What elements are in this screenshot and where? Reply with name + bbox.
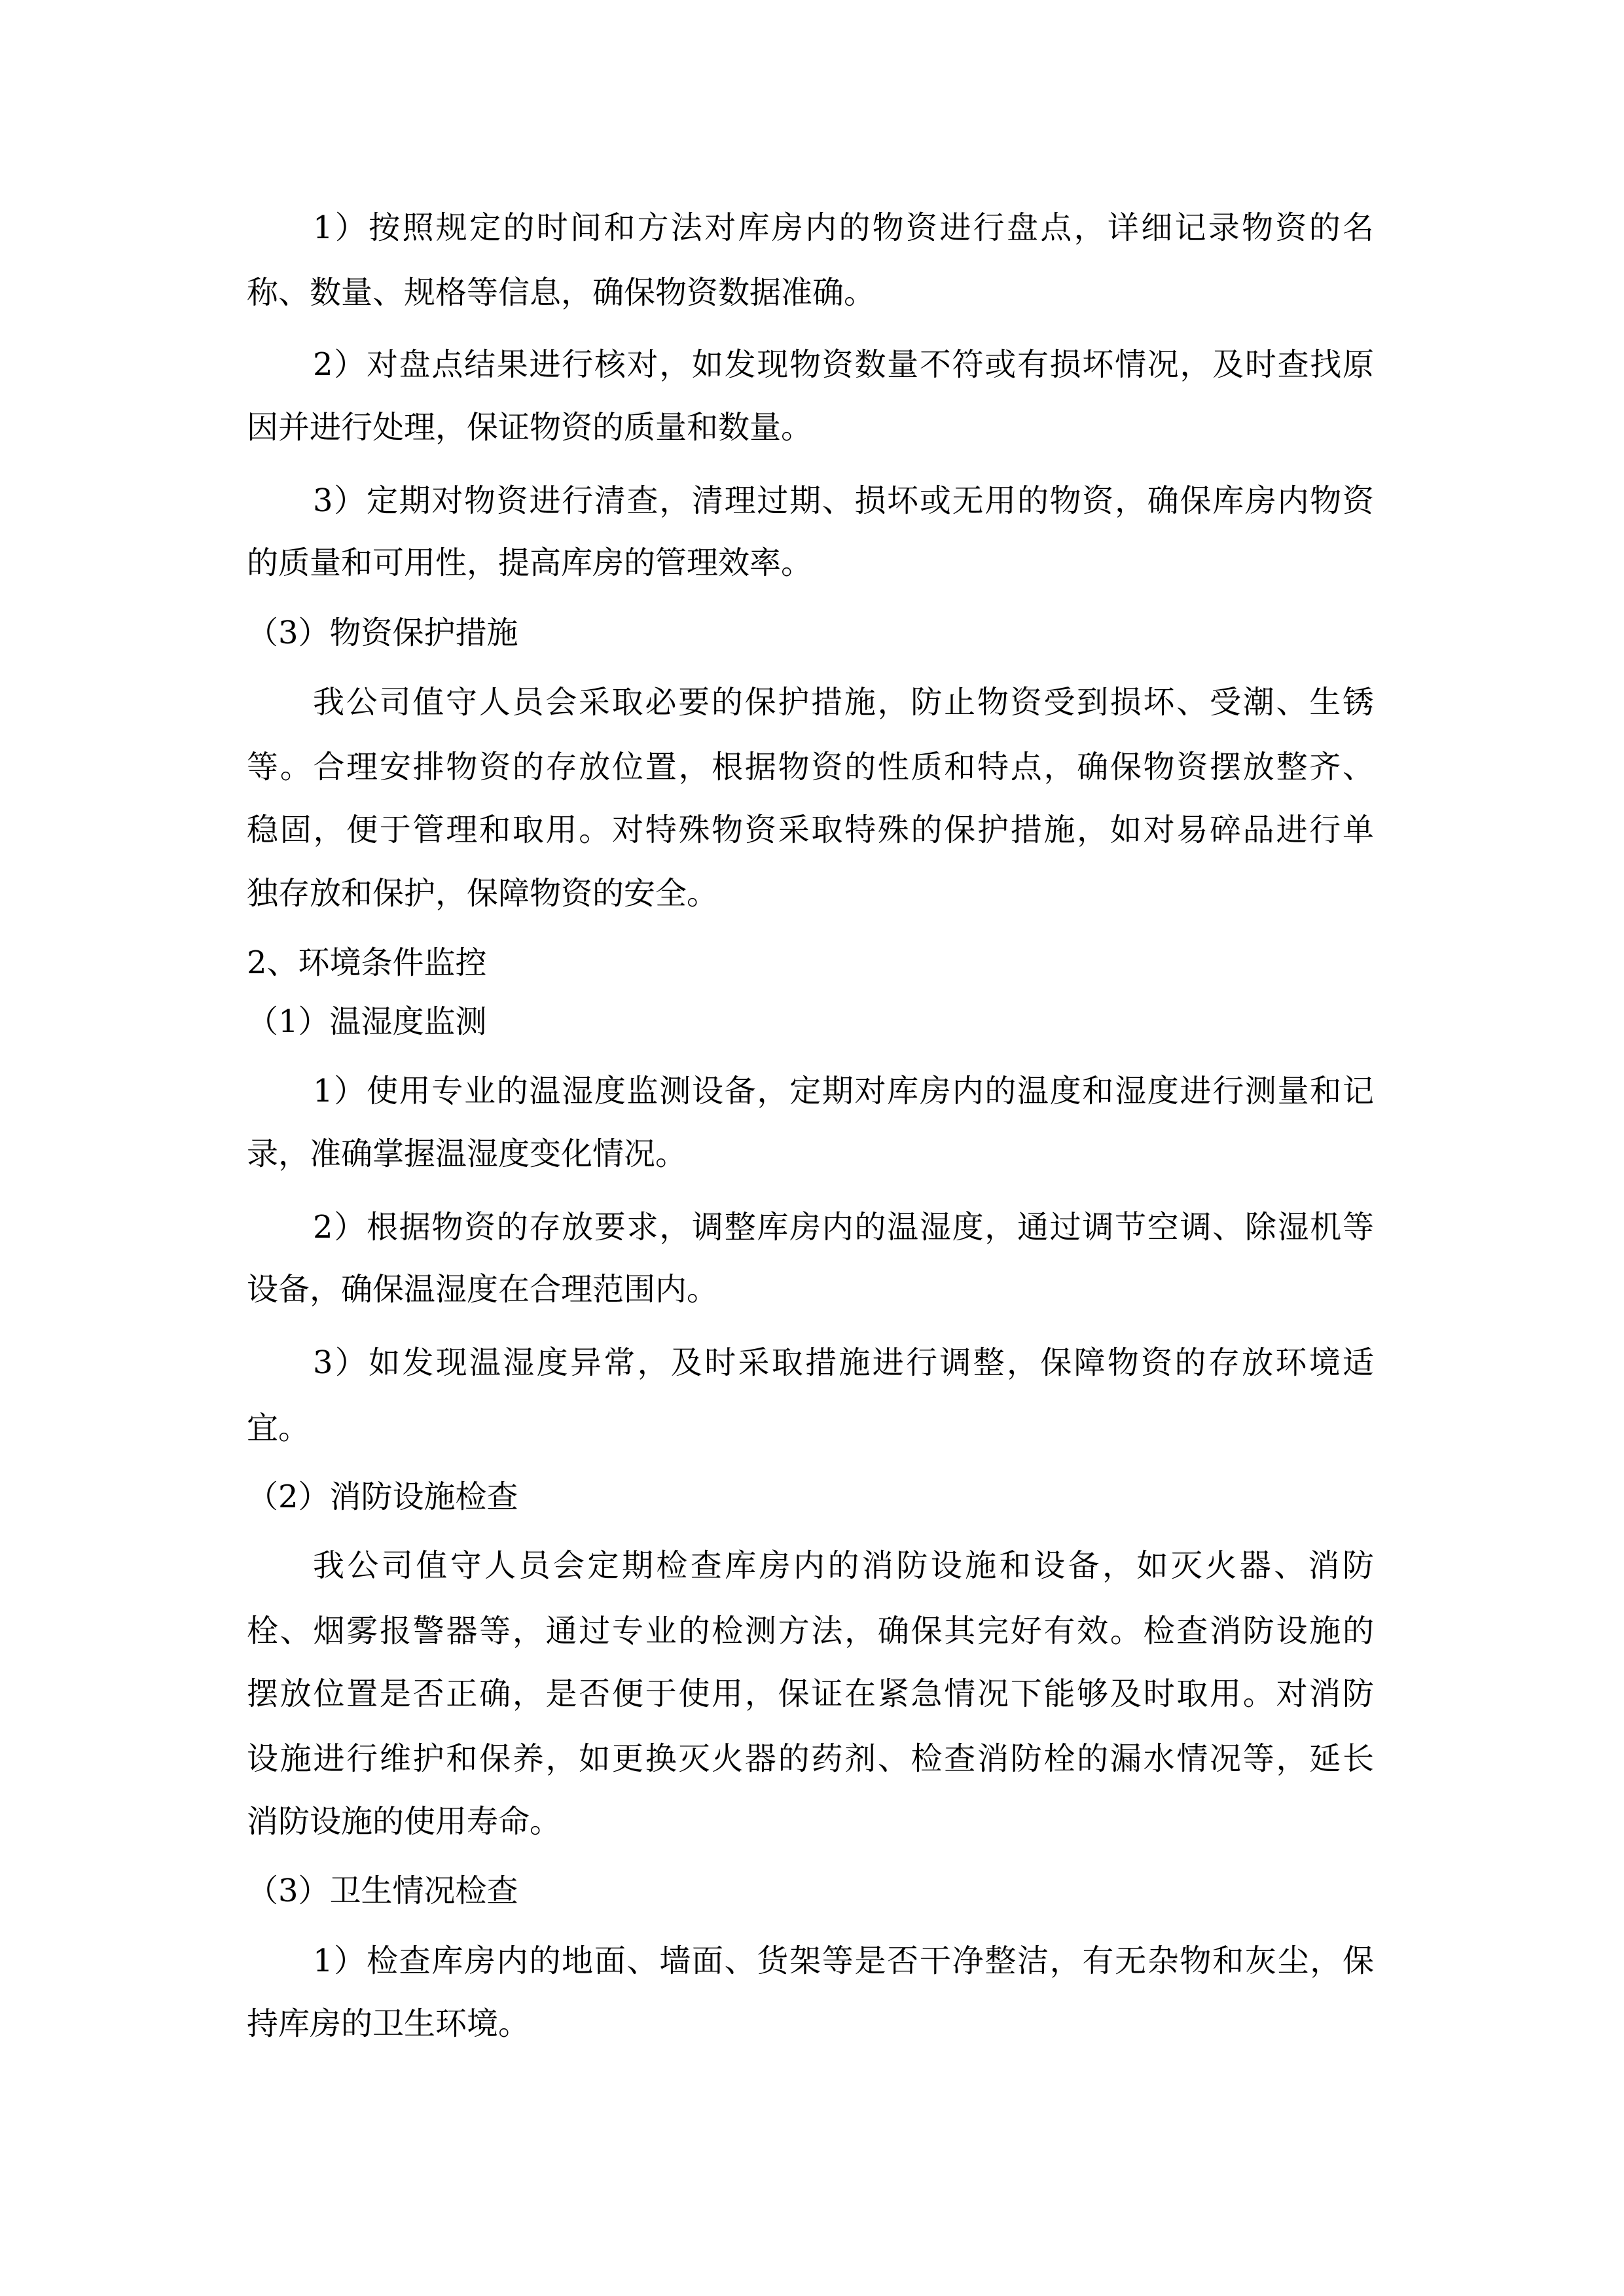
subheading-hygiene-inspection: （3）卫生情况检查 <box>247 1873 518 1909</box>
paragraph-fire-line-1: 我公司值守人员会定期检查库房内的消防设施和设备，如灭火器、消防 <box>313 1547 1374 1584</box>
paragraph-protection-line-4: 独存放和保护，保障物资的安全。 <box>247 875 719 912</box>
paragraph-hygiene-1-line-1: 1）检查库房内的地面、墙面、货架等是否干净整洁，有无杂物和灰尘，保 <box>313 1943 1374 1979</box>
paragraph-inventory-3-line-1: 3）定期对物资进行清查，清理过期、损坏或无用的物资，确保库房内物资 <box>313 482 1374 519</box>
paragraph-inventory-1-line-1: 1）按照规定的时间和方法对库房内的物资进行盘点，详细记录物资的名 <box>313 209 1374 246</box>
paragraph-protection-line-3: 稳固，便于管理和取用。对特殊物资采取特殊的保护措施，如对易碎品进行单 <box>247 812 1374 848</box>
paragraph-humidity-1-line-2: 录，准确掌握温湿度变化情况。 <box>247 1136 687 1172</box>
paragraph-humidity-2-line-1: 2）根据物资的存放要求，调整库房内的温湿度，通过调节空调、除湿机等 <box>313 1209 1374 1246</box>
paragraph-fire-line-5: 消防设施的使用寿命。 <box>247 1803 562 1840</box>
paragraph-inventory-2-line-2: 因并进行处理，保证物资的质量和数量。 <box>247 409 813 446</box>
subheading-fire-facilities: （2）消防设施检查 <box>247 1479 518 1515</box>
paragraph-humidity-3-line-2: 宜。 <box>247 1410 310 1446</box>
paragraph-fire-line-2: 栓、烟雾报警器等，通过专业的检测方法，确保其完好有效。检查消防设施的 <box>247 1613 1374 1649</box>
paragraph-humidity-2-line-2: 设备，确保温湿度在合理范围内。 <box>247 1271 719 1308</box>
paragraph-inventory-1-line-2: 称、数量、规格等信息，确保物资数据准确。 <box>247 274 876 311</box>
paragraph-hygiene-1-line-2: 持库房的卫生环境。 <box>247 2005 530 2042</box>
subheading-material-protection: （3）物资保护措施 <box>247 615 518 651</box>
paragraph-protection-line-2: 等。合理安排物资的存放位置，根据物资的性质和特点，确保物资摆放整齐、 <box>247 749 1374 785</box>
paragraph-humidity-1-line-1: 1）使用专业的温湿度监测设备，定期对库房内的温度和湿度进行测量和记 <box>313 1073 1374 1109</box>
paragraph-fire-line-3: 摆放位置是否正确，是否便于使用，保证在紧急情况下能够及时取用。对消防 <box>247 1676 1374 1712</box>
paragraph-protection-line-1: 我公司值守人员会采取必要的保护措施，防止物资受到损坏、受潮、生锈 <box>313 684 1374 721</box>
section-heading-environment-monitoring: 2、环境条件监控 <box>247 944 487 981</box>
paragraph-inventory-2-line-1: 2）对盘点结果进行核对，如发现物资数量不符或有损坏情况，及时查找原 <box>313 346 1374 383</box>
subheading-temperature-humidity: （1）温湿度监测 <box>247 1003 487 1040</box>
paragraph-inventory-3-line-2: 的质量和可用性，提高库房的管理效率。 <box>247 545 813 581</box>
paragraph-fire-line-4: 设施进行维护和保养，如更换灭火器的药剂、检查消防栓的漏水情况等，延长 <box>247 1740 1374 1777</box>
paragraph-humidity-3-line-1: 3）如发现温湿度异常，及时采取措施进行调整，保障物资的存放环境适 <box>313 1344 1374 1381</box>
